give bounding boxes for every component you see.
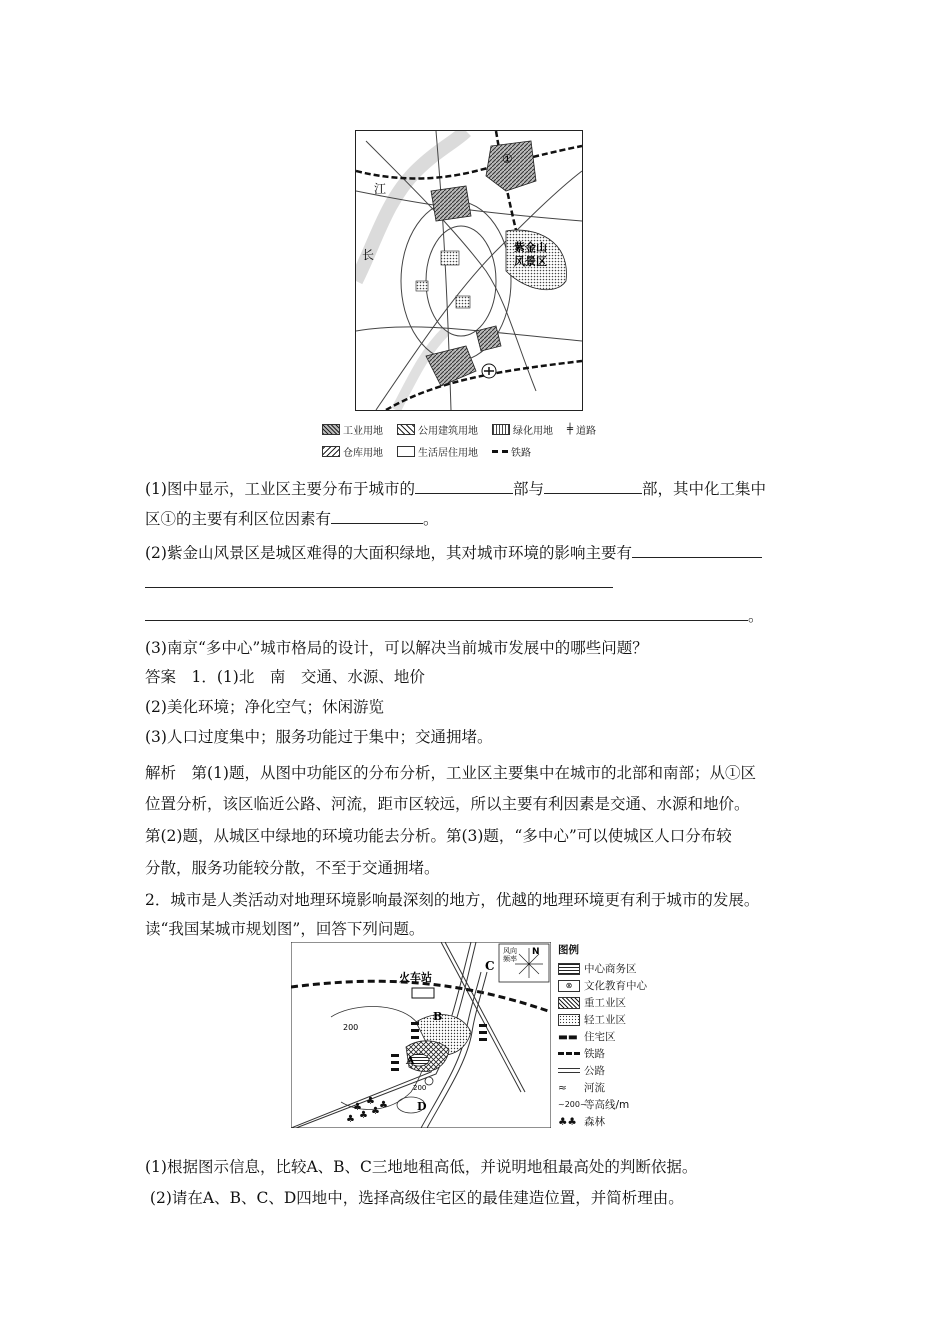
answer-line3: (3)人口过度集中；服务功能过于集中；交通拥堵。 (145, 728, 493, 746)
svg-text:♣: ♣ (371, 1106, 380, 1117)
point-c: C (485, 959, 495, 973)
q1-line1 (145, 474, 825, 504)
station-label: 火车站 (399, 971, 432, 984)
svg-text:♣: ♣ (359, 1110, 368, 1121)
analysis-line4: 分散，服务功能较分散，不至于交通拥堵。 (145, 859, 440, 877)
legend2-rail: 铁路 (584, 1048, 605, 1060)
q3-text: (3)南京“多中心”城市格局的设计，可以解决当前城市发展中的哪些问题？ (145, 639, 648, 657)
legend2-cbd: 中心商务区 (584, 963, 637, 975)
q-two-line2: 读“我国某城市规划图”，回答下列问题。 (145, 920, 425, 938)
q1-text-e: 。 (423, 510, 439, 528)
forest-icon: ♣♣ (558, 1115, 577, 1128)
svg-text:♣: ♣ (379, 1100, 388, 1111)
q1-line2 (145, 504, 825, 534)
legend-green: 绿化用地 (513, 425, 553, 437)
resid-icon: ▬▬ (558, 1030, 578, 1043)
edu-icon: ⊗ (558, 980, 580, 992)
q2-1-text: (1)根据图示信息，比较A、B、C三地地租高低，并说明地租最高处的判断依据。 (145, 1158, 698, 1176)
warehouse-swatch (322, 446, 340, 457)
road-icon (558, 1068, 580, 1073)
river-icon: ≈ (558, 1081, 567, 1094)
legend2-contour: 等高线/m (584, 1099, 630, 1111)
q1-text-d: 区①的主要有利区位因素有 (145, 510, 332, 528)
q1-text-a: (1)图中显示，工业区主要分布于城市的 (145, 480, 415, 498)
public-swatch (397, 424, 415, 435)
river-label-jiang: 江 (374, 182, 387, 196)
q2-text: (2)紫金山风景区是城区难得的大面积绿地，其对城市环境的影响主要有 (145, 544, 632, 562)
legend2-road: 公路 (584, 1065, 605, 1077)
light-swatch (558, 1014, 580, 1026)
city-planning-map (291, 942, 551, 1128)
industrial-swatch (322, 424, 340, 435)
q-two-line1: 2．城市是人类活动对地理环境影响最深刻的地方，优越的地理环境更有利于城市的发展。 (145, 891, 760, 909)
legend2-resid: 住宅区 (584, 1031, 616, 1043)
q2-end: 。 (748, 607, 764, 625)
point-a: A (406, 1054, 415, 1067)
analysis-line3: 第(2)题，从城区中绿地的环境功能去分析。第(3)题，“多中心”可以使城区人口分布较 (145, 827, 732, 845)
zijin-label-2: 风景区 (514, 255, 547, 268)
north-label: N (532, 947, 540, 957)
legend-public: 公用建筑用地 (418, 425, 478, 437)
river-label-chang: 长 (362, 248, 375, 262)
map2-legend (558, 942, 678, 1130)
q2-blank-1[interactable] (632, 539, 762, 558)
legend-industrial: 工业用地 (343, 425, 383, 437)
legend2-light: 轻工业区 (584, 1014, 626, 1026)
green-swatch (492, 424, 510, 435)
legend-residential: 生活居住用地 (418, 447, 478, 459)
legend-road: 道路 (576, 425, 597, 437)
answer-line2: (2)美化环境；净化空气；休闲游览 (145, 698, 384, 716)
nanjing-land-use-map (355, 130, 583, 411)
q1-text-b: 部与 (512, 480, 544, 498)
nanjing-map-graphic (356, 131, 582, 410)
svg-text:♣: ♣ (346, 1114, 355, 1125)
map1-legend (322, 418, 642, 462)
contour-icon: ~200~ (558, 1100, 587, 1109)
residential-swatch (397, 446, 415, 457)
point-d: D (417, 1100, 427, 1113)
heavy-swatch (558, 997, 580, 1009)
zijin-label-1: 紫金山 (514, 241, 547, 254)
railway-icon (492, 450, 508, 453)
legend-warehouse: 仓库用地 (343, 447, 383, 459)
q2-blank-3[interactable] (145, 620, 748, 621)
q2-blank-2[interactable] (145, 587, 613, 588)
q2-2-text: (2)请在A、B、C、D四地中，选择高级住宅区的最佳建造位置，并简析理由。 (145, 1189, 684, 1207)
city-map-graphic (291, 942, 551, 1128)
svg-text:♣: ♣ (366, 1096, 375, 1107)
cbd-swatch (558, 963, 580, 975)
chem-zone-marker: ① (502, 152, 513, 166)
contour-label: 200 (343, 1023, 359, 1032)
wind-label-2: 频率 (503, 955, 517, 963)
q1-text-c: 部，其中化工集中 (641, 480, 766, 498)
legend2-edu: 文化教育中心 (584, 980, 647, 992)
analysis-line2: 位置分析，该区临近公路、河流，距市区较远，所以主要有利因素是交通、水源和地价。 (145, 795, 750, 813)
analysis-line1: 解析 第(1)题，从图中功能区的分布分析，工业区主要集中在城市的北部和南部；从①区 (145, 764, 756, 782)
road-icon: ╪ (567, 423, 574, 435)
wind-label-1: 风向 (503, 947, 517, 955)
legend2-heavy: 重工业区 (584, 997, 626, 1009)
q2-line1 (145, 538, 825, 568)
answer-line1: 答案 1．(1)北 南 交通、水源、地价 (145, 668, 425, 686)
legend2-river: 河流 (584, 1082, 605, 1094)
q1-blank-2[interactable] (544, 475, 642, 494)
contour-label-inner: 200 (413, 1084, 427, 1092)
q1-blank-1[interactable] (415, 475, 513, 494)
rail-icon (558, 1052, 580, 1055)
legend2-title: 图例 (558, 944, 579, 956)
legend-railway: 铁路 (511, 447, 531, 459)
legend2-forest: 森林 (584, 1116, 605, 1128)
q1-blank-3[interactable] (331, 505, 423, 524)
point-b: B (433, 1010, 443, 1023)
svg-text:♣: ♣ (353, 1102, 362, 1113)
